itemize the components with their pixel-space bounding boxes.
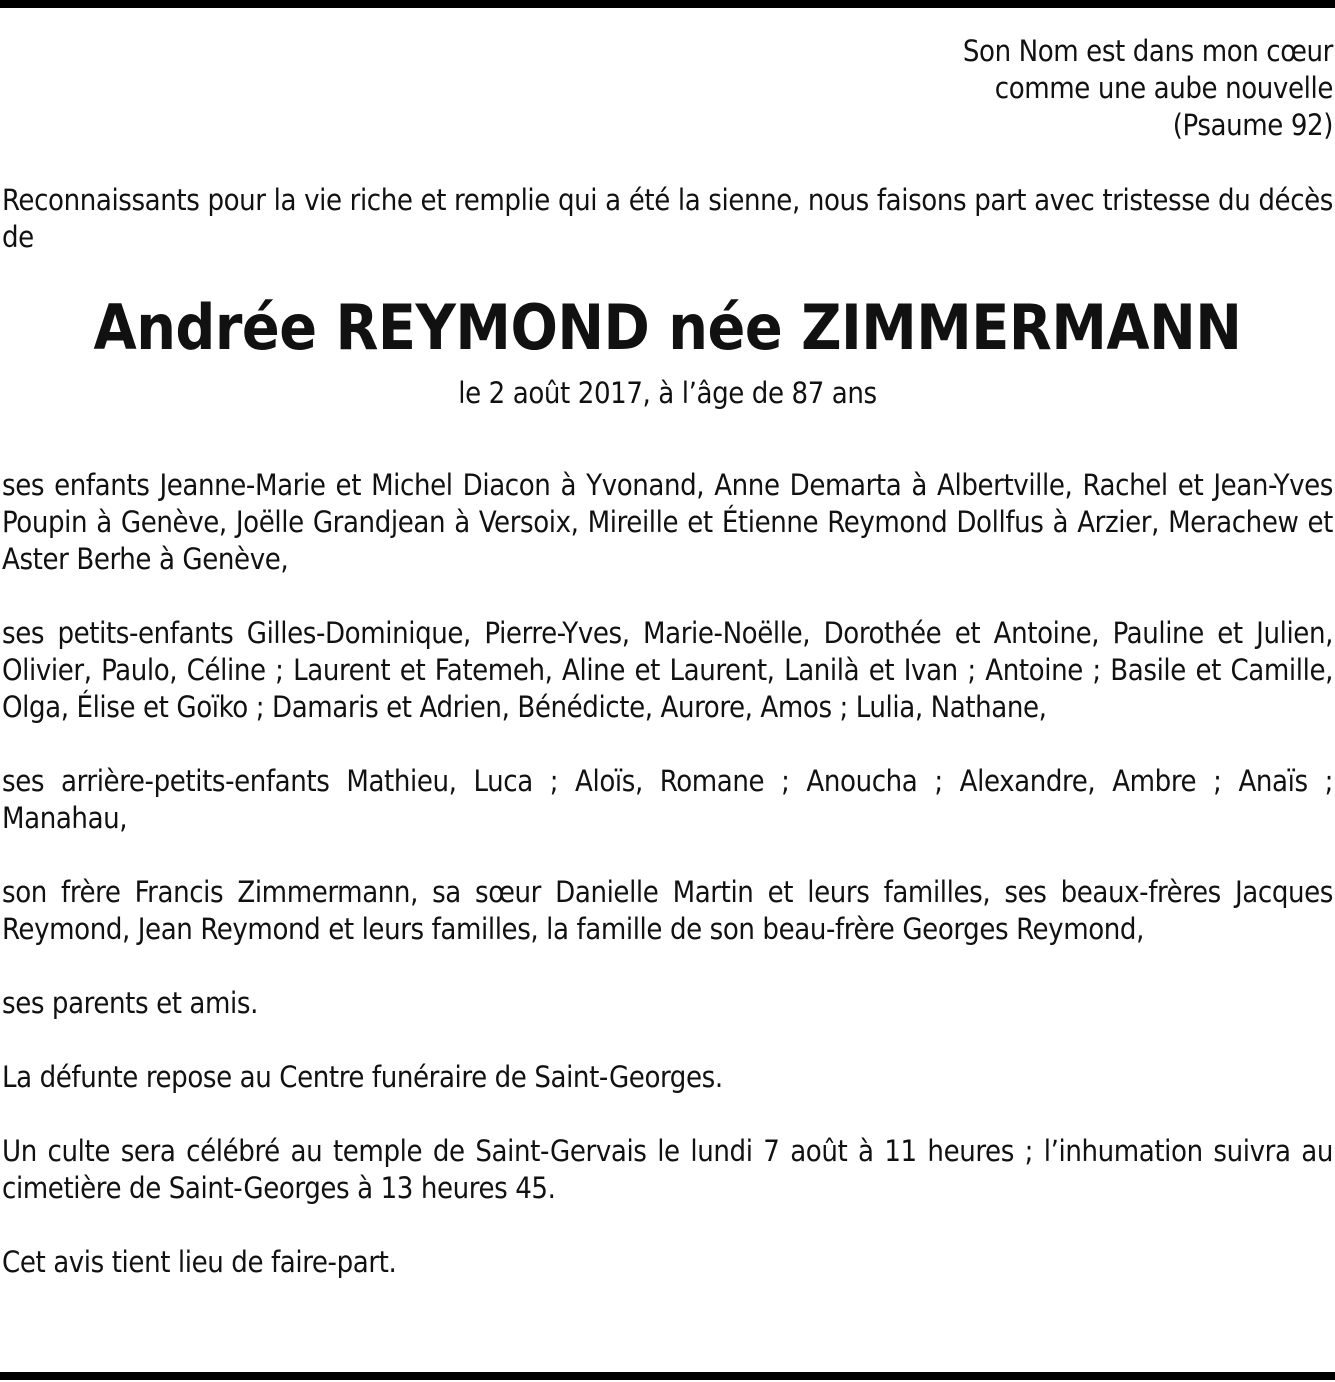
epigraph-line-1: Son Nom est dans mon cœur xyxy=(962,34,1333,68)
death-date: le 2 août 2017, à l’âge de 87 ans xyxy=(458,376,877,410)
children-paragraph: ses enfants Jeanne-Marie et Michel Diacon à Yvonand, Anne Demarta à Albertville, Rachel et Jean-Yves Poupin à Genève, Joëlle Grandjean à Versoix, Mireille et Étienne Reymond Dollfus à Arzier, Merachew et Aster Berhe à Genève, xyxy=(2,468,1333,576)
epigraph xyxy=(963,33,1333,144)
notice-paragraph: Cet avis tient lieu de faire-part. xyxy=(2,1245,397,1279)
siblings-paragraph: son frère Francis Zimmermann, sa sœur Danielle Martin et leurs familles, ses beaux-frères Jacques Reymond, Jean Reymond et leurs familles, la famille de son beau-frère Georges Reymond, xyxy=(2,875,1333,946)
bottom-rule xyxy=(0,1372,1335,1380)
great-grandchildren-paragraph: ses arrière-petits-enfants Mathieu, Luca ; Aloïs, Romane ; Anoucha ; Alexandre, Ambre ; Anaïs ; Manahau, xyxy=(2,764,1333,835)
epigraph-reference: (Psaume 92) xyxy=(1172,108,1333,142)
service-paragraph: Un culte sera célébré au temple de Saint-Gervais le lundi 7 août à 11 heures ; l’inhumation suivra au cimetière de Saint-Georges à 13 heures 45. xyxy=(2,1134,1333,1205)
rest-place-paragraph: La défunte repose au Centre funéraire de Saint-Georges. xyxy=(2,1060,723,1094)
epigraph-line-2: comme une aube nouvelle xyxy=(994,71,1333,105)
deceased-name: Andrée REYMOND née ZIMMERMANN xyxy=(93,291,1242,364)
obituary-body xyxy=(2,182,1333,1281)
top-rule xyxy=(0,0,1335,8)
grandchildren-paragraph: ses petits-enfants Gilles-Dominique, Pierre-Yves, Marie-Noëlle, Dorothée et Antoine, Pauline et Julien, Olivier, Paulo, Céline ; Laurent et Fatemeh, Aline et Laurent, Lanilà et Ivan ; Antoine ; Basile et Camille, Olga, Élise et Goïko ; Damaris et Adrien, Bénédicte, Aurore, Amos ; Lulia, Nathane, xyxy=(2,616,1333,724)
intro-paragraph: Reconnaissants pour la vie riche et remplie qui a été la sienne, nous faisons part avec tristesse du décès de xyxy=(2,183,1333,254)
relatives-paragraph: ses parents et amis. xyxy=(2,986,258,1020)
